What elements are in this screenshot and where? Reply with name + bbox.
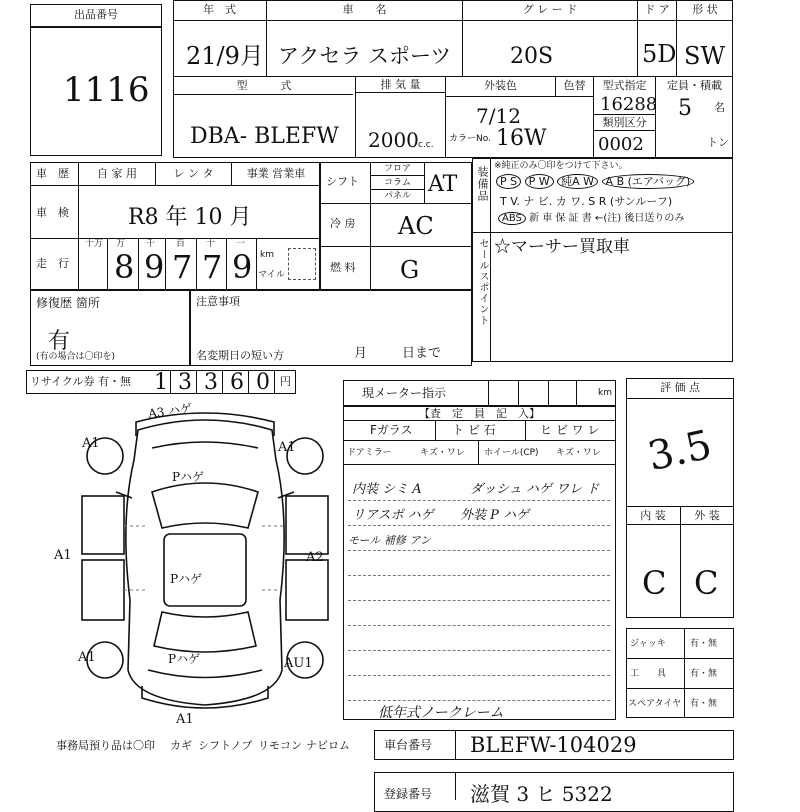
aircon-label: 冷 房: [330, 217, 356, 230]
shape-label: 形 状: [692, 3, 718, 16]
load-unit: トン: [707, 136, 729, 149]
recycle-digit-5: 0: [256, 370, 270, 395]
diagram-mark-a1-l: A1: [54, 548, 72, 563]
expiry-day: 日まで: [402, 346, 442, 361]
mileage-label: 走 行: [36, 257, 69, 270]
capacity-value: 5: [678, 96, 692, 121]
lot-label: 出品番号: [74, 8, 118, 21]
equip-ab: A B (エアバッグ): [602, 174, 695, 189]
history-label: 車 歴: [36, 167, 69, 180]
diagram-mark-trunk: Pハゲ: [168, 652, 201, 666]
grade-label: グ レ ー ド: [522, 3, 578, 16]
recycle-digit-4: 6: [230, 370, 244, 395]
equip-warranty: 新 車 保 証 書 ←(注) 後日送りのみ: [529, 213, 685, 224]
office-note: 事務局預り品は〇印: [56, 739, 155, 752]
diagram-mark-a2-r: A2: [306, 550, 324, 565]
shift-value: AT: [428, 172, 458, 197]
shift-label: シフト: [326, 175, 359, 188]
accessory-tools-status: 有・無: [690, 669, 718, 679]
interior-value: C: [642, 564, 667, 602]
year-label: 年 式: [203, 3, 236, 16]
sales-point-label: セールスポイント: [477, 238, 488, 326]
lot-number: 1116: [63, 70, 150, 110]
recycle-digit-1: 1: [154, 370, 168, 395]
mileage-unit-100k: 十万: [85, 239, 104, 249]
repair-label: 修復歴 箇所: [36, 296, 100, 310]
inspector-fglass: Fガラス: [370, 423, 413, 437]
diagram-mark-au1-rr: AU1: [284, 656, 313, 671]
mileage-digit-3: 7: [172, 248, 193, 286]
fuel-value: G: [400, 256, 420, 284]
exterior-label: 外 装: [694, 509, 720, 522]
recycle-label: リサイクル券 有・無: [30, 375, 131, 388]
diagram-mark-roof: Pハゲ: [170, 572, 203, 586]
accessory-jack-status: 有・無: [690, 639, 718, 649]
inspector-mirror-state: キズ・ワレ: [420, 448, 465, 458]
equip-ps: P S: [496, 174, 521, 189]
inspector-wheel-state: キズ・ワレ: [556, 448, 601, 458]
name-label: 車 名: [342, 3, 387, 16]
year-value: 21/9月: [186, 42, 264, 70]
equipment-row2: T V. ナ ビ. カ ワ. S R (サンルーフ): [500, 195, 673, 208]
meter-label: 現メーター指示: [362, 386, 447, 400]
evaluation-score: 3.5: [643, 421, 716, 481]
expiry-label: 名変期日の短い方: [196, 349, 284, 362]
category-label: 類別区分: [602, 116, 647, 129]
interior-label: 内 装: [640, 509, 666, 522]
equip-abs: ABS: [498, 212, 526, 225]
equipment-row3: [498, 213, 684, 225]
recycle-digit-3: 3: [204, 370, 218, 395]
equipment-label: 装備品: [476, 166, 489, 202]
mileage-unit-10: 十: [206, 239, 216, 249]
diagram-mark-a1-fl: A1: [82, 436, 100, 451]
mileage-unit: km: [260, 250, 274, 260]
inspector-wheel: ホイール(CP): [484, 448, 539, 458]
mileage-alt: マイル: [258, 270, 285, 280]
office-item-key: カギ: [170, 739, 192, 752]
recycle-digit-2: 3: [178, 370, 192, 395]
history-option-private: 自 家 用: [97, 167, 137, 180]
registration-value: 滋賀 3 ヒ 5322: [470, 782, 613, 806]
history-option-business: 事業 営業車: [246, 167, 306, 180]
shift-panel: パネル: [383, 191, 411, 201]
type-designation-value: 16288: [600, 94, 658, 115]
diagram-mark-a1-fr: A1: [278, 440, 296, 455]
name-value: アクセラ スポーツ: [278, 44, 452, 68]
model-value: DBA- BLEFW: [190, 124, 339, 149]
capacity-unit: 名: [714, 101, 725, 114]
sales-point-value: ☆マーサー買取車: [494, 237, 630, 257]
diagram-mark-a1-rl: A1: [78, 650, 96, 665]
shift-column: コラム: [384, 178, 411, 188]
history-option-rental: レ ン タ: [173, 167, 214, 180]
inspector-note-2: ダッシュ ハゲ ワレ ド: [470, 482, 600, 497]
accessory-spare-status: 有・無: [690, 699, 718, 709]
chassis-value: BLEFW-104029: [470, 733, 637, 757]
repair-note: (有の場合は〇印を): [36, 352, 116, 362]
door-value: 5D: [642, 40, 677, 68]
inspector-title: 【査 定 員 記 入】: [419, 407, 540, 420]
mileage-unit-1: 一: [236, 239, 246, 249]
category-value: 0002: [598, 134, 644, 155]
inspector-note-3: リアスポ ハゲ: [352, 508, 434, 523]
diagram-mark-a1-rear: A1: [176, 712, 194, 727]
mileage-digit-4: 7: [202, 248, 223, 286]
office-item-shiftknob: シフトノブ: [198, 739, 253, 752]
chassis-label: 車台番号: [384, 738, 433, 752]
mileage-digit-2: 9: [144, 248, 165, 286]
inspector-crack: ヒ ビ ワ レ: [540, 423, 600, 437]
inspector-bottom-note: 低年式ノークレーム: [378, 705, 504, 721]
inspection-value: R8 年 10 月: [128, 205, 252, 230]
displacement-value: 2000: [368, 128, 419, 152]
mileage-alt-box: [288, 248, 316, 280]
color-label: 外装色: [484, 79, 517, 92]
shift-floor: フロア: [383, 164, 411, 174]
accessory-spare: スペアタイヤ: [628, 699, 682, 709]
inspector-note-4: 外装 P ハゲ: [460, 508, 530, 523]
door-label: ド ア: [644, 3, 670, 16]
accessory-tools: 工 具: [630, 669, 667, 679]
evaluation-label: 評 価 点: [660, 381, 700, 394]
mileage-unit-1k: 千: [146, 239, 156, 249]
type-designation-label: 型式指定: [602, 79, 647, 92]
shape-value: SW: [684, 42, 726, 70]
mileage-digit-5: 9: [232, 248, 253, 286]
aircon-value: AC: [398, 212, 434, 240]
color-change-label: 色替: [563, 79, 586, 92]
registration-label: 登録番号: [384, 787, 433, 801]
capacity-label: 定員・積載: [667, 79, 722, 92]
inspector-stone: ト ビ 石: [452, 423, 496, 437]
office-item-remote: リモコン: [258, 739, 302, 752]
repair-value: 有: [48, 329, 71, 354]
equipment-row1: [496, 176, 694, 188]
office-item-navirom: ナビロム: [306, 739, 350, 752]
inspection-label: 車 検: [36, 206, 69, 219]
meter-unit: km: [598, 388, 612, 398]
inspector-mirror: ドアミラー: [347, 448, 392, 458]
color-code-value: 16W: [496, 126, 547, 151]
color-code-label: カラーNo.: [449, 134, 491, 144]
color-value: 7/12: [476, 104, 521, 128]
displacement-unit: c.c.: [418, 140, 434, 150]
equip-aw: 純A W: [557, 174, 598, 189]
grade-value: 20S: [510, 44, 554, 69]
model-label: 型 式: [236, 79, 292, 92]
exterior-value: C: [694, 564, 719, 602]
accessory-jack: ジャッキ: [630, 639, 666, 649]
mileage-unit-10k: 万: [116, 239, 126, 249]
inspector-note-1: 内装 シミ A: [352, 482, 422, 497]
mileage-digit-1: 8: [114, 248, 135, 286]
equip-pw: P W: [525, 174, 554, 189]
mileage-unit-100: 百: [176, 239, 186, 249]
inspector-note-5: モール 補修 アン: [348, 534, 431, 547]
diagram-mark-hood: Pハゲ: [172, 470, 205, 484]
expiry-month: 月: [354, 346, 368, 361]
recycle-unit: 円: [280, 375, 291, 388]
notes-label: 注意事項: [196, 295, 240, 308]
fuel-label: 燃 料: [330, 261, 356, 274]
displacement-label: 排 気 量: [380, 78, 421, 91]
equipment-note: ※純正のみ〇印をつけて下さい。: [494, 161, 628, 171]
diagram-mark-front-a3: A3 ハゲ: [147, 400, 193, 421]
